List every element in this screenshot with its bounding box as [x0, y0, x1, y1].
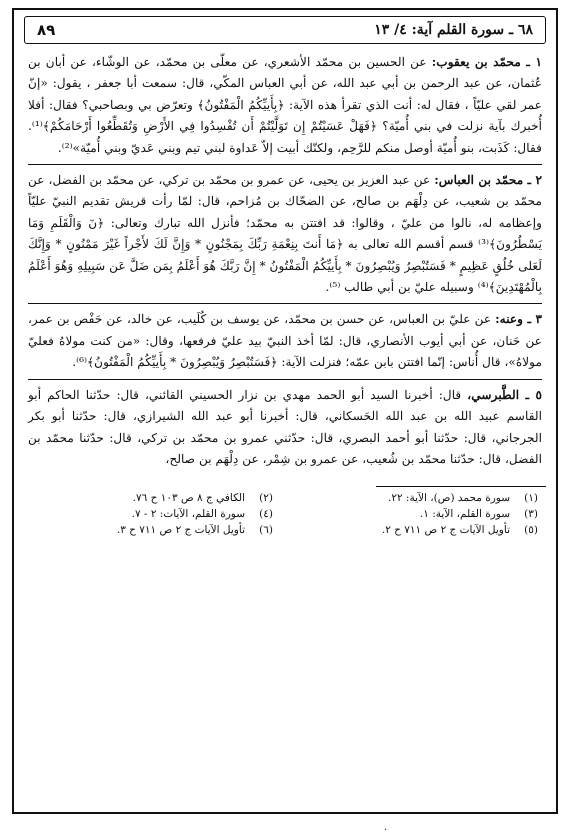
- page-frame: [12, 8, 558, 814]
- narration-1: [28, 52, 542, 159]
- section-divider: [28, 303, 542, 304]
- running-title: ٦٨ ـ سورة القلم آية: ٤/ ١٣: [374, 22, 533, 38]
- page-header: [24, 16, 546, 44]
- footnote: [32, 491, 273, 506]
- footnote-text: الكافي ج ٨ ص ١٠٣ ح ٧٦.: [132, 492, 245, 505]
- narration-text: قال: أخبرنا السيد أبو الحمد مهدي بن نزار الحسيني القائني، قال: حدّثنا الحاكم أبو القاسم عبيد الله بن عبد الله الحَسكاني، قال: أخبرنا أبو عبد الله الشيرازي، قال: حدّثنا أبو بكر الجرجاني، قال: حدّثنا أبو أحمد البصري، قال: حدّثني عمرو بن محمّد بن تركي، قال: حدّثنا محمّد بن الفضل، قال: حدّثنا محمّد بن شُعيب، عن عمرو بن شِمْر، عن دِلْهَم بن صالح،: [28, 387, 542, 466]
- footnote: [297, 491, 538, 506]
- footnote-number: (٢): [259, 492, 273, 505]
- footnote: [297, 507, 538, 522]
- narration-heading: ٥ ـ الطَّبرسي،: [467, 387, 542, 402]
- footnote-text: تأويل الآيات ج ٢ ص ٧١١ ح ٣.: [116, 524, 245, 537]
- narration-heading: ٣ ـ وعنه:: [495, 312, 542, 327]
- footnote: [32, 507, 273, 522]
- footnote-text: سورة محمد (ص)، الآية: ٢٢.: [387, 492, 510, 505]
- footnote: [297, 523, 538, 538]
- footnote: [32, 523, 273, 538]
- narration-text: عن عبد العزيز بن يحيى، عن عمرو بن محمّد بن تركي، عن محمّد بن الفضل، عن محمّد بن شعيب، عن دِلْهَم بن صالح، عن الضحّاك بن مُزاحم، قال: لمّا رأت قريش تقديم النبيّ عليّاً وإعظامه له، نالوا من عليّ ، وقالوا: قد افتتن به محمّد؛ فأنزل الله تبارك وتعالى: ﴿نٓ وَالْقَلَمِ وَمَا يَسْطُرُونَ﴾⁽³⁾ قسم أقسم الله تعالى به ﴿مَا أَنتَ بِنِعْمَةِ رَبِّكَ بِمَجْنُونٍ * وَإِنَّ لَكَ لأَجْراً غَيْرَ مَمْنُونٍ * وَإِنَّكَ لَعَلى خُلُقٍ عَظِيمٍ * فَسَتُبْصِرُ وَيُبْصِرُونَ * بِأَييِّكُمُ الْمَفْتُونُ * إِنَّ رَبَّكَ هُوَ أَعْلَمُ بِمَن ضَلَّ عَن سَبِيلِهِ وَهُوَ أَعْلَمُ بِالْمُهْتَدِينَ﴾⁽⁴⁾ وسبيله عليّ بن أبي طالب ⁽⁵⁾.: [28, 173, 542, 295]
- narration-2: [28, 170, 542, 298]
- narration-3: [28, 309, 542, 373]
- page-number: ٨٩: [37, 21, 56, 39]
- narration-5: [28, 385, 542, 471]
- narration-text: عن عليّ بن العباس، عن حسن بن محمّد، عن يوسف بن كُلَيب، عن خالد، عن حَفْص بن عمر، عن حَنان، عن أبي أيوب الأنصاري، قال: لمّا أخذ النبيّ بيد عليّ فرفعها، وقال: «من كنت مولاهُ فعليّ مولاهُ»، قال أُناس: إنّما افتتن بابن عمّه؛ فنزلت الآية: ﴿فَسَتُبْصِرُ وَيُبْصِرُونَ * بِأَييِّكُمُ الْمَفْتُونُ﴾⁽⁶⁾.: [28, 312, 542, 370]
- footnote-text: سورة القلم، الآية: ١.: [419, 508, 510, 521]
- section-divider: [28, 379, 542, 380]
- footnote-rule: [376, 486, 546, 487]
- page-mark: .: [384, 822, 388, 833]
- footnote-text: تأويل الآيات ج ٢ ص ٧١١ ح ٢.: [381, 524, 510, 537]
- section-divider: [28, 164, 542, 165]
- footnote-text: سورة القلم، الآيات: ٢ - ٧.: [131, 508, 245, 521]
- footnote-number: (٦): [259, 524, 273, 537]
- footnote-number: (١): [524, 492, 538, 505]
- narration-heading: ١ ـ محمّد بن يعقوب:: [431, 55, 542, 69]
- footnote-number: (٣): [524, 508, 538, 521]
- narration-heading: ٢ ـ محمّد بن العباس:: [434, 173, 543, 188]
- footnote-number: (٥): [524, 524, 538, 537]
- narration-text: عن الحسين بن محمّد الأشعري، عن معلّى بن محمّد، عن الوشّاء، عن أبان بن عُثمان، عن عبد الرحمن بن أبي عبد الله، عن أبي العباس المكّي، قال: سمعت أبا جعفر ، يقول: «إنّ عمر لقي عليّاً ، فقال له: أنت الذي تقرأ هذه الآية: ﴿بِأَييِّكُمُ الْمَفْتُونُ﴾ وتعرّض بي وبصاحبي؟ فقال: أفلا أُخبرك بآية نزلت في بني أُميّة؟ ﴿فَهَلْ عَسَيْتُمْ إِن تَوَلَّيْتُمْ أَن تُفْسِدُوا فِي الأَرْضِ وَتُقَطِّعُوا أَرْحَامَكُمْ﴾⁽¹⁾. فقال: كَذَبت، بنو أُميّة أوصل منكم للرَّحِم، ولكنّك أبيت إلاّ عَداوة لبني تيم وبني عَديّ وبني أُميّة»⁽²⁾.: [28, 55, 542, 155]
- main-text: [24, 52, 546, 470]
- footnotes: [24, 491, 546, 538]
- footnote-number: (٤): [259, 508, 273, 521]
